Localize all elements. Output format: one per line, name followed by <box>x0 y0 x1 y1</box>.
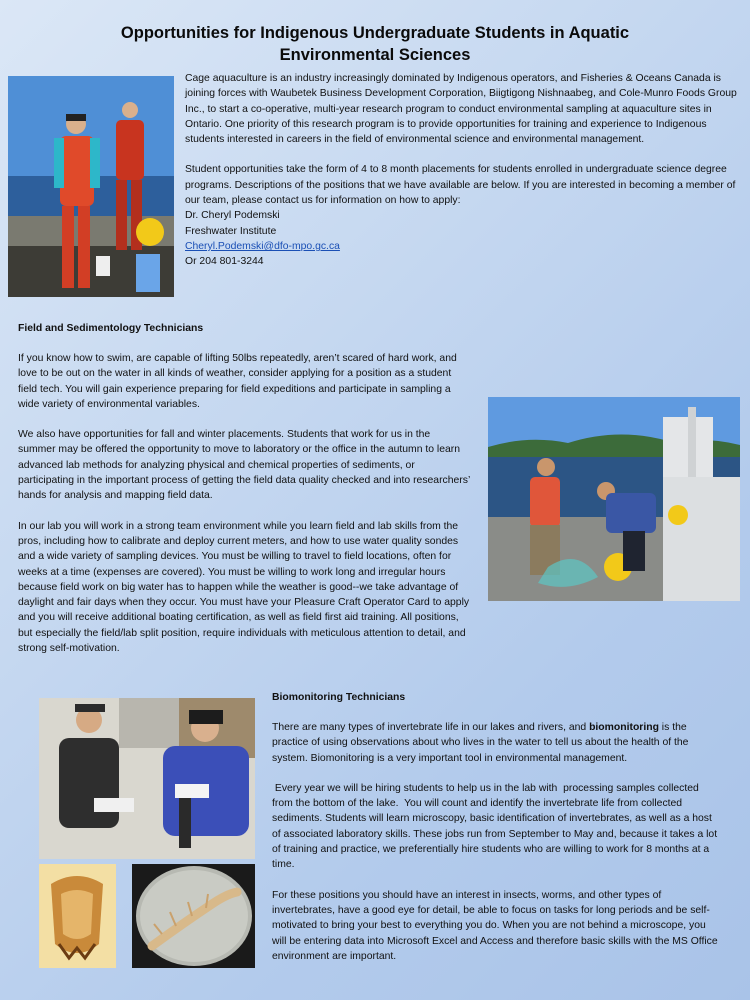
contact-name: Dr. Cheryl Podemski <box>185 210 280 222</box>
bio-paragraph-3: For these positions you should have an interest in insects, worms, and other types of invertebrates, have a good eye for detail, be able to focus on tasks for long periods and be self-motivated to bring your best to everything you do. When you are not behind a microscope, you will be entering data into Microsoft Excel and Access and therefore basic skills with the MS Office environment are important. <box>272 889 718 962</box>
bio-section-heading: Biomonitoring Technicians <box>272 692 406 703</box>
page-title <box>0 22 750 66</box>
photo-invertebrate-head-capsule <box>39 864 116 968</box>
intro-paragraph-1: Cage aquaculture is an industry increasingly dominated by Indigenous operators, and Fisheries & Oceans Canada is joining forces with Waubetek Business Development Corporation, Biigtigong Nishnaabeg, and Cole-Munro Foods Group Inc., to start a co-operative, multi-year research program to conduct environmental sampling at aquaculture sites in Ontario. One priority of this research program is to provide opportunities for training and experience to Indigenous students interested in careers in the field of environmental science and environmental management. <box>185 73 737 146</box>
field-paragraph-2: We also have opportunities for fall and winter placements. Students that work for us in the summer may be offered the opportunity to move to laboratory or the office in the autumn to learn advanced lab methods for analyzing physical and chemical properties of sediments, or participating in the important process of getting the field data quality checked and into researchers’ hands for analysis and mapping field data. <box>18 429 470 502</box>
page-title-line-1: Opportunities for Indigenous Undergraduate Students in Aquatic <box>120 24 630 42</box>
field-paragraph-3: In our lab you will work in a strong team environment while you learn field and lab skills from the pros, including how to calibrate and deploy current meters, and how to use water quality sondes and a wide variety of sampling devices. You must be willing to travel to field locations, often for weeks at a time (expenses are covered). You must be willing to work long and irregular hours because field work on big water has to happen while the weather is good--we take advantage of daylight and fair days when they occur. You must have your Pleasure Craft Operator Card to apply and you will receive additional boating certification, as well as field first aid training. All positions, but especially the field/lab split position, require individuals with meticulous attention to detail, and strong self-motivation. <box>18 520 470 655</box>
bio-paragraph-1-bold: biomonitoring <box>589 722 659 733</box>
photo-amphipod-in-dish <box>132 864 255 968</box>
bio-paragraph-2: Every year we will be hiring students to help us in the lab with processing samples collected from the bottom of the lake. You will count and identify the invertebrate life from collected sediments. Students will learn microscopy, basic identification of invertebrates, as well as a host of associated laboratory skills. These jobs run from September to May and, because it takes a lot of training and practice, we preferentially hire students who are willing to work for 8 months at a time. <box>272 782 720 871</box>
field-paragraph-1: If you know how to swim, are capable of lifting 50lbs repeatedly, aren’t scared of hard work, and love to be out on the water in all kinds of weather, consider applying for a position as a student field tech. You will gain experience preparing for field expeditions and participate in sampling a wide variety of environmental variables. <box>18 353 457 410</box>
bio-paragraph-1-before: There are many types of invertebrate life in our lakes and rivers, and <box>272 722 590 733</box>
photo-lab-workers <box>39 698 255 859</box>
photo-field-workers-on-boat <box>8 76 174 297</box>
intro-paragraph-2: Student opportunities take the form of 4 to 8 month placements for students enrolled in undergraduate science degree programs. Descriptions of the positions that we have available are below. If you are interested in becoming a member of our team, please contact us for information on how to apply: <box>185 164 736 207</box>
field-technicians-section <box>18 321 470 656</box>
contact-organization: Freshwater Institute <box>185 225 277 237</box>
contact-phone: Or 204 801-3244 <box>185 256 264 268</box>
page-title-line-2: Environmental Sciences <box>279 46 471 64</box>
biomonitoring-section <box>272 690 718 964</box>
photo-sampling-on-boat <box>488 397 740 601</box>
field-section-heading: Field and Sedimentology Technicians <box>18 323 204 334</box>
bio-paragraph-1 <box>272 720 718 766</box>
bio-paragraph-1-after: is the practice of using observations about who lives in the water to tell us about the health of the system. Biomonitoring is a very important tool in environmental management. <box>272 722 689 764</box>
contact-email-link[interactable]: Cheryl.Podemski@dfo-mpo.gc.ca <box>185 240 340 252</box>
intro-section <box>185 71 741 270</box>
